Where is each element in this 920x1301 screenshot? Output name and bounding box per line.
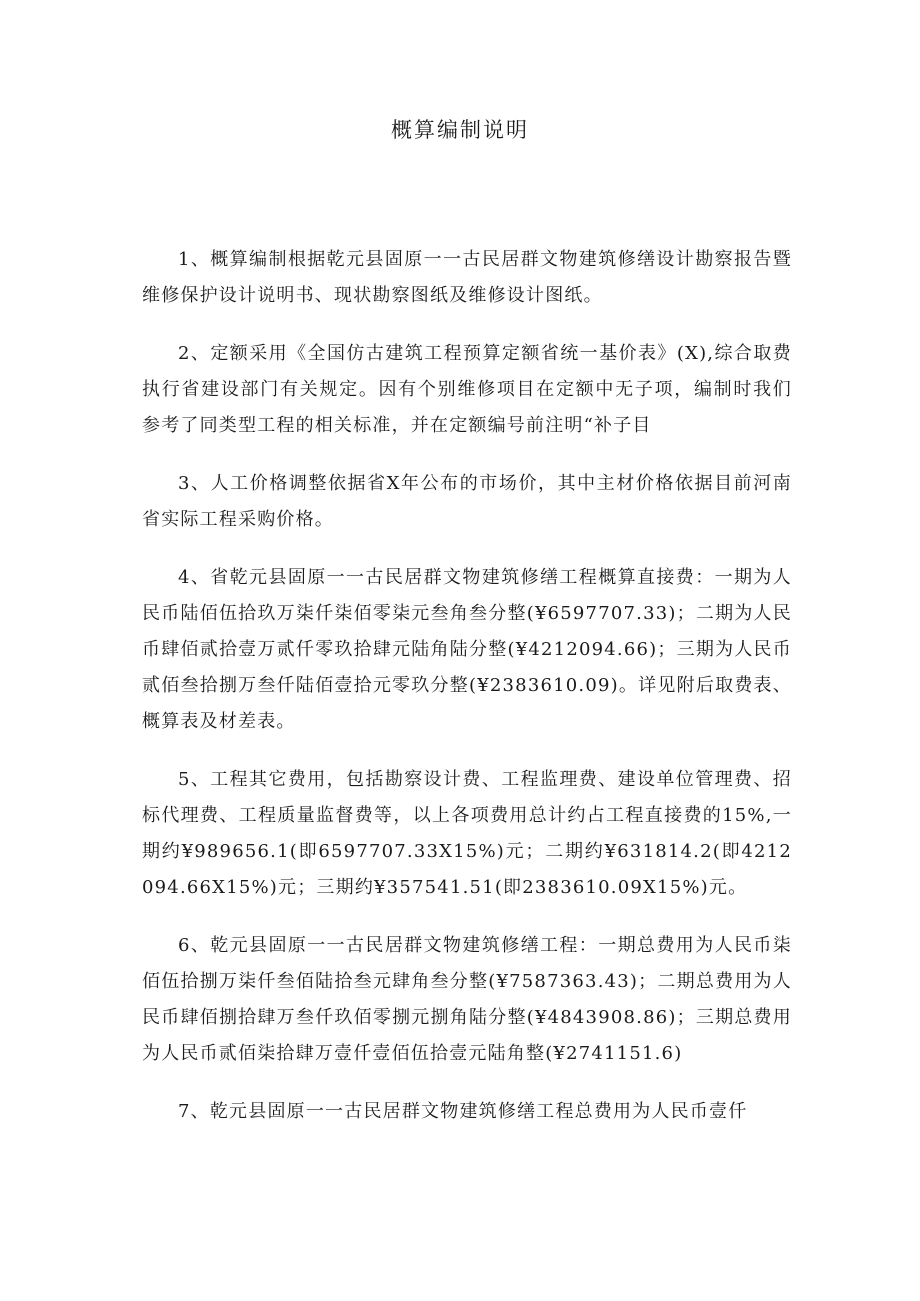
paragraph-1: 1、概算编制根据乾元县固原一一古民居群文物建筑修缮设计勘察报告暨维修保护设计说明书、现状勘察图纸及维修设计图纸。 (142, 249, 792, 306)
paragraph-3: 3、人工价格调整依据省X年公布的市场价，其中主材价格依据目前河南省实际工程采购价格。 (142, 473, 792, 530)
paragraph-7: 7、乾元县固原一一古民居群文物建筑修缮工程总费用为人民币壹仟 (178, 1101, 748, 1122)
page-title: 概算编制说明 (391, 118, 529, 142)
paragraph-2: 2、定额采用《全国仿古建筑工程预算定额省统一基价表》(X),综合取费执行省建设部门有关规定。因有个别维修项目在定额中无子项，编制时我们参考了同类型工程的相关标准，并在定额编号前注明“补子目 (142, 343, 792, 436)
paragraph-5: 5、工程其它费用，包括勘察设计费、工程监理费、建设单位管理费、招标代理费、工程质量监督费等，以上各项费用总计约占工程直接费的15%,一期约¥989656.1(即6597707.33X15%)元；二期约¥631814.2(即4212094.66X15%)元；三期约¥357541.51(即2383610.09X15%)元。 (142, 769, 792, 898)
document-body (142, 242, 792, 1152)
paragraph-6: 6、乾元县固原一一古民居群文物建筑修缮工程：一期总费用为人民币柒佰伍拾捌万柒仟叁佰陆拾叁元肆角叁分整(¥7587363.43)；二期总费用为人民币肆佰捌拾肆万叁仟玖佰零捌元捌角陆分整(¥4843908.86)；三期总费用为人民币贰佰柒拾肆万壹仟壹佰伍拾壹元陆角整(¥2741151.6) (142, 935, 792, 1064)
paragraph-4: 4、省乾元县固原一一古民居群文物建筑修缮工程概算直接费：一期为人民币陆佰伍拾玖万柒仟柒佰零柒元叁角叁分整(¥6597707.33)；二期为人民币肆佰贰拾壹万贰仟零玖拾肆元陆角陆分整(¥4212094.66)；三期为人民币贰佰叁拾捌万叁仟陆佰壹拾元零玖分整(¥2383610.09)。详见附后取费表、概算表及材差表。 (142, 567, 792, 732)
